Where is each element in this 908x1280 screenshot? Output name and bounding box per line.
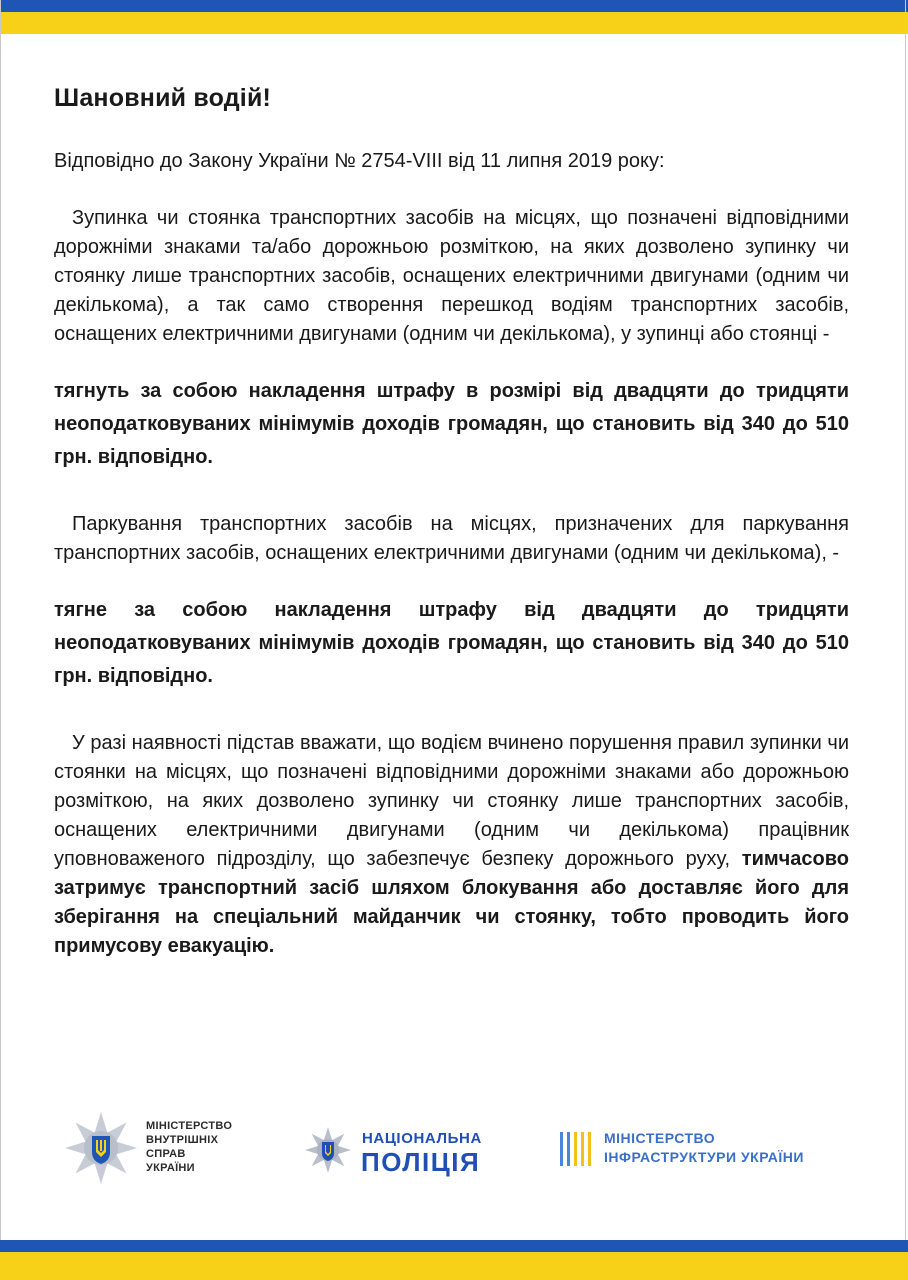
law-reference: Відповідно до Закону України № 2754-VIII від 11 липня 2019 року:: [54, 150, 665, 172]
frame-line-right: [905, 0, 906, 1280]
bottom-blue-stripe: [0, 1240, 908, 1252]
police-label-line1: НАЦІОНАЛЬНА: [362, 1130, 482, 1147]
page-title: Шановний водій!: [54, 84, 272, 112]
penalty-parking: тягне за собою накладення штрафу від двадцяти до тридцяти неоподатковуваних мінімумів доходів громадян, що становить від 340 до 510 грн. відповідно.: [54, 599, 849, 687]
infra-label-line1: МІНІСТЕРСТВО: [604, 1130, 716, 1146]
evacuation-action: тимчасово затримує транспортний засіб шляхом блокування або доставляє його для зберігання на спеціальний майданчик чи стоянку, тобто проводить його примусову евакуацію.: [54, 848, 849, 957]
police-star-icon: [304, 1126, 352, 1174]
evacuation-conditions: У разі наявності підстав вважати, що водієм вчинено порушення правил зупинки чи стоянки на місцях, що позначені відповідними дорожніми знаками або дорожньою розміткою, на яких дозволено зупинку чи стоянку лише транспортних засобів, оснащених електричними двигунами (одним чи декількома) працівник уповноваженого підрозділу, що забезпечує безпеку дорожнього руху,: [54, 732, 849, 870]
stripes-icon: [560, 1132, 596, 1166]
paragraph-evacuation: [54, 729, 849, 961]
penalty-stopping: тягнуть за собою накладення штрафу в розмірі від двадцяти до тридцяти неоподатковуваних мінімумів доходів громадян, що становить від 340 до 510 грн. відповідно.: [54, 380, 849, 468]
mvs-name: МІНІСТЕРСТВО ВНУТРІШНІХ СПРАВ УКРАЇНИ: [146, 1120, 233, 1174]
infra-label-line2: ІНФРАСТРУКТУРИ УКРАЇНИ: [604, 1149, 804, 1165]
top-yellow-stripe: [0, 12, 908, 34]
top-blue-stripe: [0, 0, 908, 12]
logo-national-police: [304, 1118, 514, 1178]
police-label-line2: ПОЛІЦІЯ: [361, 1147, 481, 1177]
logos-row: [0, 1110, 908, 1190]
frame-line-left: [0, 0, 1, 1280]
bottom-yellow-stripe: [0, 1252, 908, 1280]
paragraph-parking-rule: Паркування транспортних засобів на місцях, призначених для паркування транспортних засобів, оснащених електричними двигунами (одним чи декількома), -: [54, 513, 849, 564]
paragraph-stopping-rule: Зупинка чи стоянка транспортних засобів на місцях, що позначені відповідними дорожніми знаками та/або дорожньою розміткою, на яких дозволено зупинку чи стоянку лише транспортних засобів, оснащених електричними двигунами (одним чи декількома), а так само створення перешкод водіям транспортних засобів, оснащених електричними двигунами (одним чи декількома), у зупинці або стоянці -: [54, 207, 849, 345]
police-star-emblem-icon: [64, 1110, 138, 1186]
logo-ministry-internal-affairs: [64, 1110, 254, 1190]
logo-ministry-infrastructure: [560, 1130, 850, 1174]
document-body: [54, 84, 849, 961]
